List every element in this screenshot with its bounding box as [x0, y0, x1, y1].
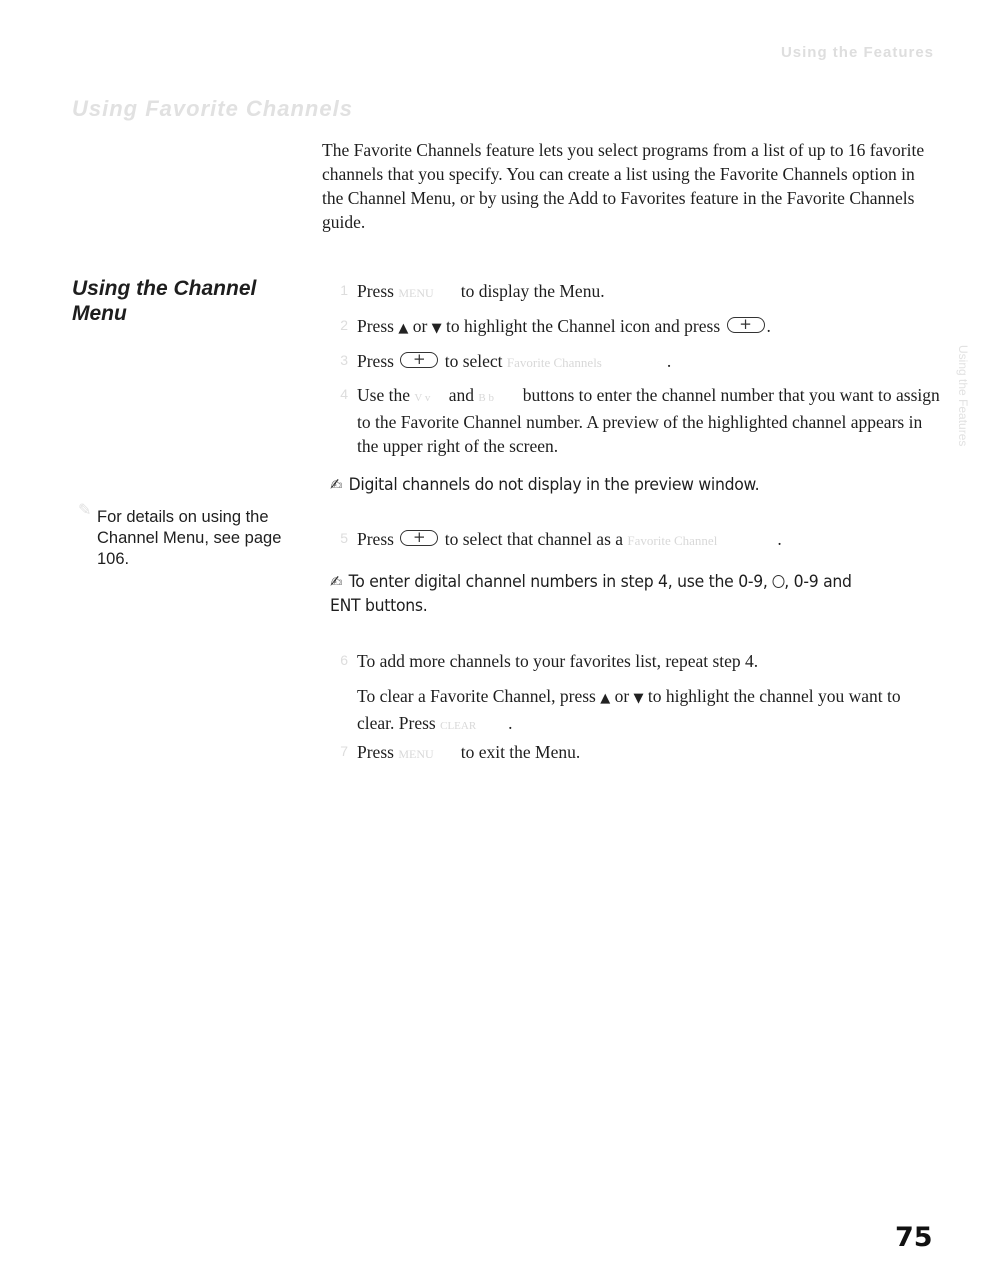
step-text: . — [766, 316, 771, 336]
side-note: For details on using the Channel Menu, see page 106. — [97, 508, 282, 568]
circle-button-icon — [772, 575, 784, 588]
step-text: Press — [357, 281, 394, 301]
step-number: 5 — [340, 530, 348, 546]
step-number: 7 — [340, 743, 348, 759]
side-heading: Using the Channel Menu — [72, 277, 257, 325]
step-text: to exit the Menu. — [460, 742, 581, 762]
step-number: 2 — [340, 317, 348, 333]
step-text: Press — [357, 529, 394, 549]
down-arrow-icon: ▼ — [633, 691, 644, 706]
favorite-channel-label: Favorite Channel — [627, 533, 718, 548]
step-text: Press — [357, 742, 394, 762]
select-button-icon — [727, 317, 765, 333]
page-number: 75 — [895, 1222, 933, 1253]
step-text: Press — [357, 351, 394, 371]
step-text: to highlight the channel you want to clear. Press — [357, 686, 901, 733]
step-2 — [357, 314, 942, 341]
step-text: . — [777, 529, 782, 549]
step-text: to highlight the Channel icon and press — [446, 316, 721, 336]
step-number: 3 — [340, 352, 348, 368]
page-heading: Using Favorite Channels — [72, 96, 353, 121]
step-1 — [357, 279, 942, 305]
note-2 — [330, 570, 886, 618]
step-text: to select — [444, 351, 503, 371]
step-7 — [357, 740, 942, 766]
note-text: Digital channels do not display in the preview window. — [348, 475, 760, 495]
step-5 — [357, 527, 942, 553]
left-right-buttons-label: B b — [478, 392, 494, 404]
section-header: Using the Features — [780, 44, 934, 61]
down-arrow-icon: ▼ — [431, 321, 442, 336]
vertical-section-label: Using the Features — [956, 345, 970, 447]
note-text: , 0-9 and ENT buttons. — [330, 572, 852, 616]
step-number: 4 — [340, 386, 348, 402]
step-text: or — [412, 316, 428, 336]
step-text: Press — [357, 316, 394, 336]
step-3 — [357, 349, 942, 375]
note-icon: ✎ — [78, 502, 92, 519]
step-text: to display the Menu. — [460, 281, 605, 301]
clear-button-label: CLEAR — [440, 720, 477, 732]
up-arrow-icon: ▲ — [398, 321, 409, 336]
note-text: To enter digital channel numbers in step 4, use the 0-9, — [348, 572, 768, 592]
favorite-channels-label: Favorite Channels — [506, 355, 602, 370]
note-pencil-icon: ✍ — [330, 572, 343, 591]
step-number: 6 — [340, 652, 348, 668]
select-button-icon — [400, 530, 438, 546]
intro-paragraph: The Favorite Channels feature lets you select programs from a list of up to 16 favorite channels that you specify. You can create a list using the Favorite Channels option in the Channel Menu, or by using the Add to Favorites feature in the Favorite Channels guide. — [322, 140, 925, 232]
note-1 — [330, 473, 886, 497]
step-text: Use the — [357, 385, 410, 405]
select-button-icon — [400, 352, 438, 368]
step-text: . — [666, 351, 672, 371]
up-down-buttons-label: V v — [414, 392, 431, 404]
step-text: and — [448, 385, 475, 405]
menu-button-label: MENU — [398, 286, 434, 300]
menu-button-label: MENU — [398, 747, 434, 761]
step-6: To add more channels to your favorites list, repeat step 4. — [357, 651, 759, 671]
step-number: 1 — [340, 282, 348, 298]
note-pencil-icon: ✍ — [330, 475, 343, 494]
step-text: buttons to enter the channel number that you want to assign to the Favorite Channel number. A preview of the highlighted channel appears in the upper right of the screen. — [357, 385, 940, 456]
step-text: . — [508, 713, 513, 733]
step-4 — [357, 383, 942, 458]
clear-instruction — [357, 684, 942, 738]
step-text: To clear a Favorite Channel, press — [357, 686, 596, 706]
step-text: to select that channel as a — [444, 529, 624, 549]
step-text: or — [614, 686, 630, 706]
up-arrow-icon: ▲ — [600, 691, 611, 706]
